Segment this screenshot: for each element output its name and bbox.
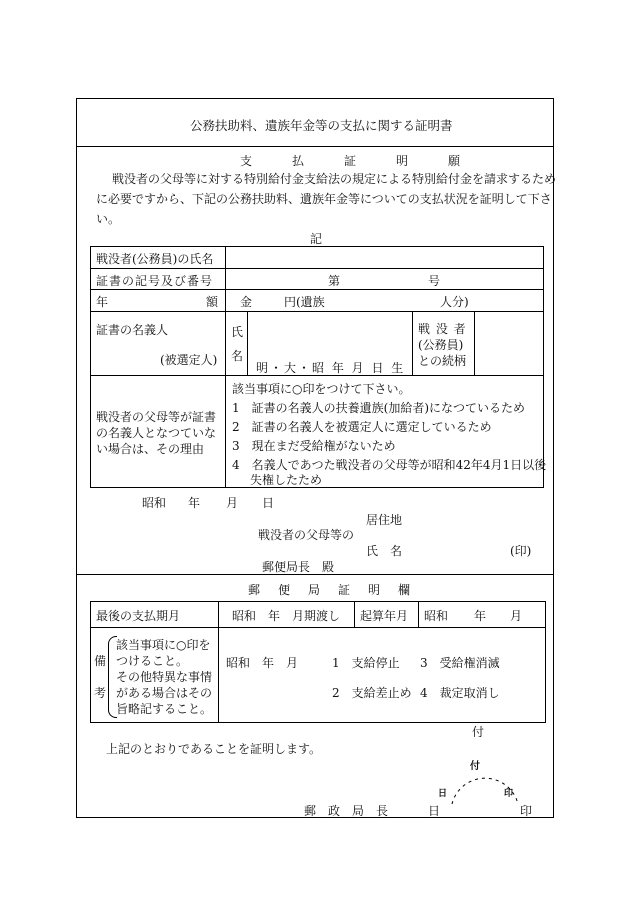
relation-line-1: 戦 没 者 (418, 322, 467, 336)
certificate-number-label: 証書の記号及び番号 (96, 274, 214, 288)
title-divider (76, 146, 554, 147)
start-year: 年 (474, 609, 487, 623)
start-label: 起算年月 (360, 609, 409, 623)
footer-postmaster: 郵 政 局 長 (304, 804, 389, 818)
relation-line-2: (公務員) (418, 338, 464, 352)
request-body-line-2: に必要ですから、下記の公務扶助料、遺族年金等についての支払状況を証明して下さ (96, 192, 552, 206)
applicant-date-showa: 昭和 (142, 496, 167, 510)
birth-era-line: 明・大・昭 年 月 日 生 (256, 361, 406, 375)
reason-instruction: 該当事項に○印をつけて下さい。 (232, 382, 411, 396)
applicant-name-label: 氏 名 (366, 544, 403, 558)
request-body-line-3: い。 (96, 212, 121, 226)
option-3: 3 受給権消滅 (420, 656, 500, 670)
reason-4: 4 名義人であつた戦没者の父母等が昭和42年4月1日以後 (232, 458, 547, 472)
reason-label-line-1: 戦没者の父母等が証書 (96, 410, 217, 424)
applicant-seal: (印) (510, 544, 532, 558)
start-month: 月 (510, 609, 523, 623)
stamp-right: 印 (504, 789, 514, 799)
amount-ninbun: 人分) (440, 295, 469, 309)
stamp-left: 日 (438, 789, 448, 799)
applicant-date-month: 月 (226, 496, 239, 510)
note-line-3: その他特異な事情 (116, 670, 213, 684)
holder-mei: 名 (231, 349, 244, 363)
tsuke-label: 付 (472, 725, 485, 739)
holder-shi: 氏 (231, 325, 244, 339)
reason-3: 3 現在まだ受給権がないため (232, 439, 396, 453)
option-4: 4 裁定取消し (420, 686, 500, 700)
amount-label-right: 額 (206, 295, 219, 309)
document-title: 公務扶助料、遺族年金等の支払に関する証明書 (190, 118, 453, 133)
amount-label-left: 年 (96, 295, 109, 309)
applicant-date-year: 年 (188, 496, 201, 510)
biko-2: 考 (94, 686, 107, 700)
amount-kin: 金 (240, 295, 253, 309)
stamp-top: 付 (470, 761, 480, 772)
last-payment-label: 最後の支払期月 (96, 609, 181, 623)
ki-label: 記 (310, 232, 323, 246)
certificate-dai: 第 (328, 274, 341, 288)
holder-sub-label: (被選定人) (160, 353, 218, 367)
option-2: 2 支給差止め (332, 686, 412, 700)
request-body-line-1: 戦没者の父母等に対する特別給付金支給法の規定による特別給付金を請求するため (112, 172, 557, 186)
option-1: 1 支給停止 (332, 656, 400, 670)
reason-4-cont: 失権したため (250, 473, 323, 487)
note-line-2: つけること。 (116, 654, 189, 668)
biko-1: 備 (94, 654, 107, 668)
deceased-name-label: 戦没者(公務員)の氏名 (96, 252, 214, 266)
note-line-5: 旨略記すること。 (116, 702, 213, 716)
applicant-date-day: 日 (262, 496, 275, 510)
certificate-go: 号 (428, 274, 441, 288)
note-date: 昭和 年 月 (226, 656, 299, 670)
footer-hi: 日 (428, 804, 441, 818)
request-heading: 支 払 証 明 願 (240, 154, 475, 168)
section-divider (76, 574, 554, 575)
relation-line-3: との続柄 (418, 354, 467, 368)
amount-yen: 円(遺族 (284, 295, 325, 309)
date-stamp-arc (440, 756, 530, 806)
note-line-4: がある場合はその (116, 686, 213, 700)
holder-label: 証書の名義人 (96, 323, 169, 337)
certify-text: 上記のとおりであることを証明します。 (106, 742, 322, 756)
parents-label: 戦没者の父母等の (258, 528, 355, 542)
reason-label-line-2: の名義人となつていな (96, 426, 217, 440)
last-payment-value: 昭和 年 月期渡し (232, 609, 341, 623)
reason-1: 1 証書の名義人の扶養遺族(加給者)になつているため (232, 401, 526, 415)
note-line-1: 該当事項に○印を (116, 638, 211, 652)
postmaster-addressee: 郵便局長 殿 (262, 560, 335, 574)
reason-label-line-3: い場合は、その理由 (96, 442, 205, 456)
start-showa: 昭和 (424, 609, 449, 623)
reason-2: 2 証書の名義人を被選定人に選定しているため (232, 420, 492, 434)
postal-heading: 郵 便 局 証 明 欄 (248, 583, 414, 597)
residence-label: 居住地 (366, 513, 403, 527)
footer-in: 印 (520, 804, 533, 818)
